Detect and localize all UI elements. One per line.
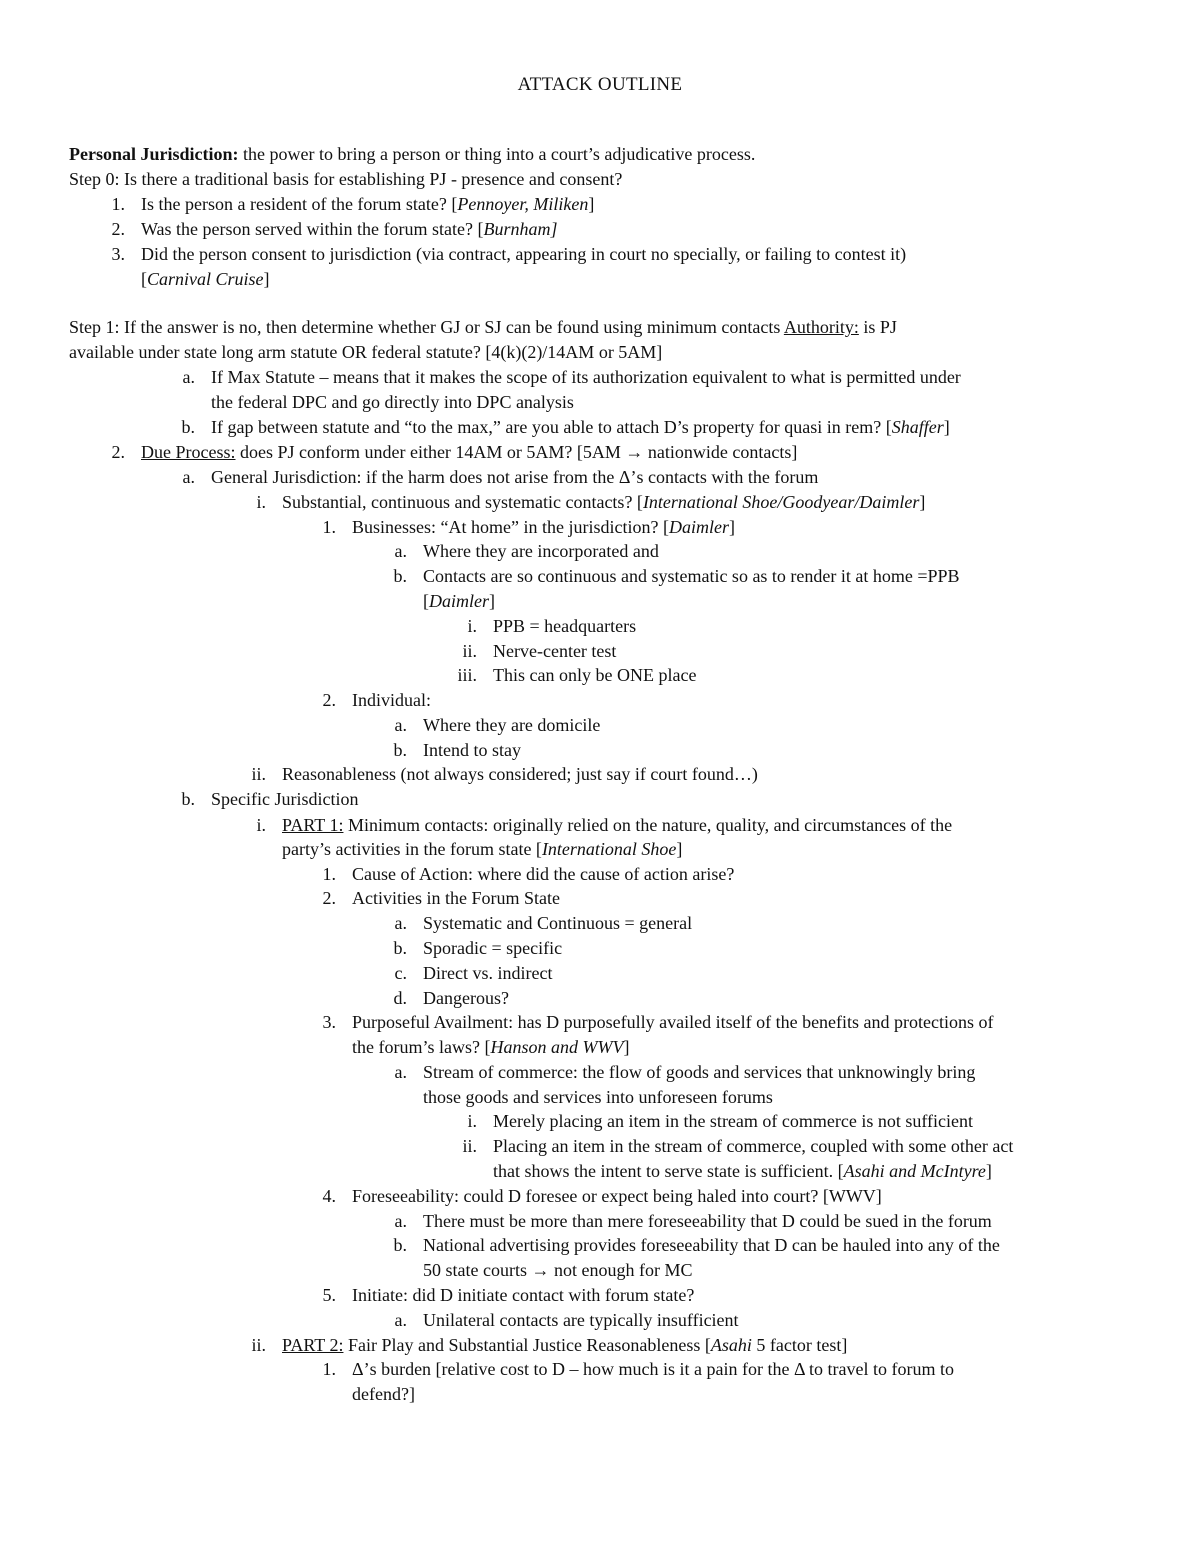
outline-line: [423, 738, 521, 763]
line-text: Cause of Action: where did the cause of action arise?: [352, 864, 735, 884]
case-citation: Hanson and WWV: [490, 1037, 624, 1057]
line-text: ]: [919, 492, 926, 512]
outline-marker: ii.: [251, 1335, 266, 1355]
outline-line: [423, 713, 600, 738]
outline-line: [423, 1233, 1000, 1258]
outline-marker: a.: [394, 715, 407, 735]
outline-line: [423, 936, 562, 961]
case-citation: Carnival Cruise: [147, 269, 264, 289]
line-text: ]: [985, 1161, 992, 1181]
outline-line: [423, 1085, 773, 1110]
line-text: Where they are incorporated and: [423, 541, 659, 561]
outline-marker: iii.: [457, 665, 477, 685]
line-text: Sporadic = specific: [423, 938, 563, 958]
line-text: Step 0: Is there a traditional basis for establishing PJ - presence and consent?: [69, 169, 623, 189]
outline-line: [423, 1308, 739, 1333]
bold-term: Personal Jurisdiction:: [69, 144, 239, 164]
outline-line: [141, 192, 594, 217]
outline-line: [141, 440, 797, 465]
outline-line: [493, 1159, 992, 1184]
outline-marker: a.: [394, 541, 407, 561]
outline-line: [352, 1035, 629, 1060]
outline-marker: 4.: [322, 1186, 336, 1206]
line-text: Placing an item in the stream of commerce, coupled with some other act: [493, 1136, 1014, 1156]
outline-line: [211, 415, 950, 440]
outline-line: [352, 1382, 415, 1407]
outline-line: [211, 787, 358, 812]
line-text: There must be more than mere foreseeability that D could be sued in the forum: [423, 1211, 992, 1231]
line-text: Individual:: [352, 690, 431, 710]
line-text: ]: [623, 1037, 630, 1057]
line-text: Purposeful Availment: has D purposefully availed itself of the benefits and protections of: [352, 1012, 994, 1032]
outline-marker: b.: [181, 789, 195, 809]
case-citation: Shaffer: [891, 417, 944, 437]
case-citation: International Shoe: [541, 839, 677, 859]
outline-line: [423, 589, 495, 614]
outline-line: [423, 1258, 692, 1283]
outline-line: [352, 862, 734, 887]
line-text: Initiate: did D initiate contact with forum state?: [352, 1285, 695, 1305]
case-citation: Asahi: [710, 1335, 752, 1355]
line-text: ]: [588, 194, 595, 214]
line-text: PPB = headquarters: [493, 616, 637, 636]
outline-line: [423, 961, 552, 986]
line-text: If Max Statute – means that it makes the scope of its authorization equivalent to what is permitted under: [211, 367, 961, 387]
outline-marker: d.: [393, 988, 407, 1008]
line-text: Foreseeability: could D foresee or expect being haled into court? [WWV]: [352, 1186, 882, 1206]
line-text: Unilateral contacts are typically insufficient: [423, 1310, 739, 1330]
line-text: Is the person a resident of the forum state? [: [141, 194, 458, 214]
outline-marker: a.: [182, 467, 195, 487]
outline-marker: i.: [467, 1111, 477, 1131]
underlined-heading: PART 2:: [282, 1335, 344, 1355]
line-text: Substantial, continuous and systematic contacts? [: [282, 492, 643, 512]
line-text: Minimum contacts: originally relied on the nature, quality, and circumstances of the: [343, 815, 953, 835]
outline-marker: 5.: [322, 1285, 336, 1305]
outline-line: [352, 1357, 954, 1382]
line-text: Was the person served within the forum state? [: [141, 219, 484, 239]
outline-line: [493, 614, 636, 639]
line-text: This can only be ONE place: [493, 665, 697, 685]
outline-marker: c.: [394, 963, 407, 983]
outline-marker: b.: [393, 740, 407, 760]
line-text: Specific Jurisdiction: [211, 789, 359, 809]
case-citation: International Shoe/Goodyear/Daimler: [642, 492, 920, 512]
line-text: Reasonableness (not always considered; just say if court found…): [282, 764, 758, 784]
line-text: [: [141, 269, 147, 289]
line-text: Dangerous?: [423, 988, 509, 1008]
outline-marker: 1.: [322, 1359, 336, 1379]
outline-line: [493, 1134, 1013, 1159]
line-text: those goods and services into unforeseen forums: [423, 1087, 773, 1107]
outline-marker: ii.: [251, 764, 266, 784]
outline-marker: 2.: [111, 219, 125, 239]
outline-marker: a.: [394, 1211, 407, 1231]
outline-line: [282, 762, 758, 787]
outline-line: [282, 837, 682, 862]
outline-marker: 3.: [111, 244, 125, 264]
outline-marker: 1.: [322, 517, 336, 537]
line-text: Contacts are so continuous and systematic so as to render it at home =PPB: [423, 566, 960, 586]
line-text: does PJ conform under either 14AM or 5AM? [5AM → nationwide contacts]: [235, 442, 798, 462]
outline-line: [282, 813, 952, 838]
line-text: available under state long arm statute OR federal statute? [4(k)(2)/14AM or 5AM]: [69, 342, 663, 362]
line-text: ]: [728, 517, 735, 537]
line-text: ]: [263, 269, 270, 289]
outline-line: [352, 515, 735, 540]
outline-line: [282, 1333, 847, 1358]
case-citation: Daimler: [429, 591, 489, 611]
line-text: Where they are domicile: [423, 715, 601, 735]
outline-line: [493, 639, 616, 664]
outline-line: [69, 167, 622, 192]
case-citation: Pennoyer, Miliken: [457, 194, 589, 214]
outline-line: [69, 315, 897, 340]
line-text: General Jurisdiction: if the harm does not arise from the Δ’s contacts with the forum: [211, 467, 819, 487]
line-text: Did the person consent to jurisdiction (via contract, appearing in court no specially, or failing to contest it): [141, 244, 907, 264]
outline-line: [352, 1010, 994, 1035]
outline-marker: a.: [394, 1310, 407, 1330]
line-text: defend?]: [352, 1384, 415, 1404]
outline-line: [141, 242, 906, 267]
outline-line: [423, 564, 960, 589]
outline-line: [423, 539, 659, 564]
underlined-heading: Authority:: [783, 317, 859, 337]
outline-marker: a.: [394, 1062, 407, 1082]
outline-marker: 2.: [111, 442, 125, 462]
line-text: Systematic and Continuous = general: [423, 913, 693, 933]
outline-line: [352, 886, 560, 911]
outline-marker: 3.: [322, 1012, 336, 1032]
line-text: Nerve-center test: [493, 641, 617, 661]
outline-marker: 2.: [322, 690, 336, 710]
outline-marker: i.: [256, 815, 266, 835]
line-text: is PJ: [858, 317, 897, 337]
outline-marker: 2.: [322, 888, 336, 908]
outline-line: [69, 340, 662, 365]
line-text: Fair Play and Substantial Justice Reasonableness [: [343, 1335, 711, 1355]
outline-marker: i.: [256, 492, 266, 512]
document-title: ATTACK OUTLINE: [517, 74, 683, 95]
line-text: the federal DPC and go directly into DPC analysis: [211, 392, 574, 412]
outline-line: [211, 465, 818, 490]
outline-line: [423, 911, 692, 936]
line-text: Businesses: “At home” in the jurisdiction? [: [352, 517, 669, 537]
line-text: ]: [489, 591, 495, 611]
outline-line: [211, 365, 961, 390]
line-text: ]: [676, 839, 683, 859]
line-text: Merely placing an item in the stream of commerce is not sufficient: [493, 1111, 974, 1131]
line-text: Direct vs. indirect: [423, 963, 553, 983]
outline-marker: ii.: [462, 1136, 477, 1156]
outline-line: [423, 1060, 975, 1085]
line-text: National advertising provides foreseeability that D can be hauled into any of the: [423, 1235, 1000, 1255]
underlined-heading: PART 1:: [282, 815, 344, 835]
outline-line: [141, 217, 557, 242]
outline-marker: ii.: [462, 641, 477, 661]
line-text: Δ’s burden [relative cost to D – how much is it a pain for the Δ to travel to forum to: [352, 1359, 955, 1379]
case-citation: Burnham]: [483, 219, 558, 239]
underlined-heading: Due Process:: [141, 442, 236, 462]
outline-line: [493, 663, 696, 688]
line-text: Intend to stay: [423, 740, 521, 760]
line-text: the forum’s laws? [: [352, 1037, 491, 1057]
line-text: party’s activities in the forum state [: [282, 839, 542, 859]
line-text: Step 1: If the answer is no, then determine whether GJ or SJ can be found using minimum contacts: [69, 317, 784, 337]
outline-marker: b.: [393, 566, 407, 586]
line-text: If gap between statute and “to the max,” are you able to attach D’s property for quasi in rem? [: [211, 417, 892, 437]
line-text: Stream of commerce: the flow of goods and services that unknowingly bring: [423, 1062, 976, 1082]
outline-marker: i.: [467, 616, 477, 636]
outline-marker: 1.: [111, 194, 125, 214]
outline-line: [493, 1109, 973, 1134]
outline-line: [211, 390, 574, 415]
outline-line: [423, 1209, 992, 1234]
case-citation: Asahi and McIntyre: [843, 1161, 986, 1181]
outline-marker: a.: [182, 367, 195, 387]
line-text: the power to bring a person or thing into a court’s adjudicative process.: [238, 144, 756, 164]
line-text: 50 state courts → not enough for MC: [423, 1260, 693, 1280]
outline-line: [352, 1283, 694, 1308]
outline-line: [423, 986, 509, 1011]
outline-line: [352, 688, 431, 713]
line-text: ]: [943, 417, 950, 437]
outline-marker: b.: [181, 417, 195, 437]
outline-marker: b.: [393, 1235, 407, 1255]
outline-line: [141, 267, 270, 292]
outline-line: [352, 1184, 882, 1209]
line-text: [: [423, 591, 429, 611]
line-text: Activities in the Forum State: [352, 888, 560, 908]
outline-marker: b.: [393, 938, 407, 958]
case-citation: Daimler: [668, 517, 729, 537]
outline-line: [282, 490, 925, 515]
line-text: that shows the intent to serve state is sufficient. [: [493, 1161, 844, 1181]
line-text: 5 factor test]: [751, 1335, 848, 1355]
outline-line: [69, 142, 755, 167]
outline-marker: 1.: [322, 864, 336, 884]
outline-marker: a.: [394, 913, 407, 933]
